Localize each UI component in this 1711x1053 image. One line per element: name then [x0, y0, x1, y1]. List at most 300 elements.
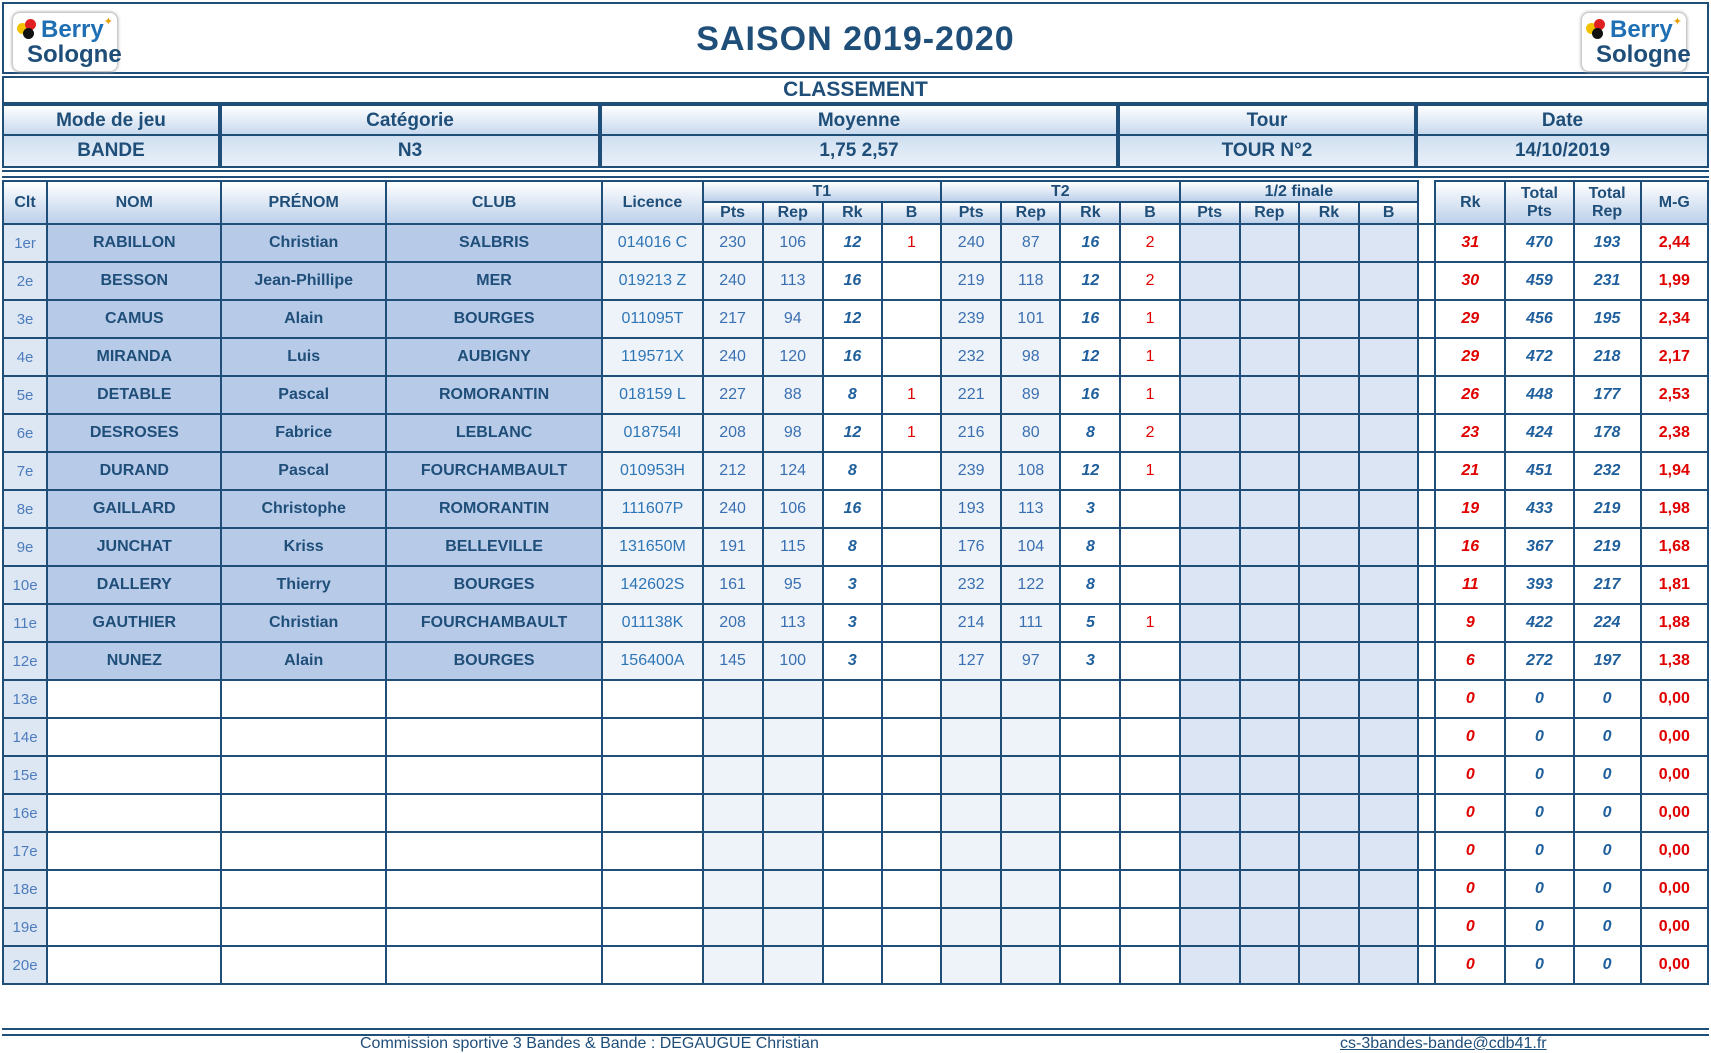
t2-b — [1120, 908, 1179, 946]
t1-b — [882, 680, 941, 718]
player-club: ROMORANTIN — [386, 490, 602, 528]
semi-cell — [1299, 300, 1359, 338]
semi-cell — [1359, 718, 1418, 756]
table-row — [3, 414, 1708, 452]
t1-rep: 113 — [763, 604, 823, 642]
col-semi-pts: Pts — [1180, 202, 1240, 224]
t2-rk: 12 — [1060, 452, 1120, 490]
col-prenom: PRÉNOM — [221, 181, 385, 224]
total-pts: 424 — [1505, 414, 1573, 452]
player-club — [386, 718, 602, 756]
logo-word-berry: Berry — [1610, 16, 1673, 43]
col-semi-b: B — [1359, 202, 1418, 224]
t1-rep: 106 — [763, 490, 823, 528]
t2-rk — [1060, 718, 1120, 756]
t1-rk: 16 — [823, 338, 882, 376]
t2-b — [1120, 718, 1179, 756]
col-t1-b: B — [882, 202, 941, 224]
player-firstname — [221, 756, 385, 794]
rank-cell: 1er — [3, 224, 47, 262]
semi-cell — [1299, 338, 1359, 376]
star-icon: ✦ — [103, 16, 113, 28]
player-licence: 131650M — [602, 528, 702, 566]
player-firstname: Thierry — [221, 566, 385, 604]
semi-cell — [1299, 794, 1359, 832]
total-pts: 433 — [1505, 490, 1573, 528]
t1-b: 1 — [882, 376, 941, 414]
total-rep: 0 — [1574, 832, 1641, 870]
player-lastname: NUNEZ — [47, 642, 221, 680]
table-row — [3, 604, 1708, 642]
t2-b: 1 — [1120, 452, 1179, 490]
semi-cell — [1240, 908, 1299, 946]
semi-cell — [1299, 718, 1359, 756]
t2-rep: 80 — [1001, 414, 1060, 452]
total-pts: 456 — [1505, 300, 1573, 338]
table-row — [3, 262, 1708, 300]
player-club: MER — [386, 262, 602, 300]
total-pts: 0 — [1505, 680, 1573, 718]
total-pts: 367 — [1505, 528, 1573, 566]
semi-cell — [1359, 794, 1418, 832]
total-pts: 459 — [1505, 262, 1573, 300]
player-firstname — [221, 946, 385, 984]
semi-cell — [1359, 528, 1418, 566]
t1-rk: 12 — [823, 224, 882, 262]
general-average: 1,94 — [1641, 452, 1708, 490]
t1-rep — [763, 946, 823, 984]
player-firstname: Pascal — [221, 376, 385, 414]
total-rep: 232 — [1574, 452, 1641, 490]
t1-b — [882, 832, 941, 870]
semi-cell — [1180, 452, 1240, 490]
t1-pts: 191 — [703, 528, 763, 566]
semi-cell — [1359, 262, 1418, 300]
table-row — [3, 946, 1708, 984]
table-row — [3, 756, 1708, 794]
t2-pts: 232 — [941, 338, 1001, 376]
t2-rep — [1001, 908, 1060, 946]
gap — [1418, 870, 1435, 908]
player-licence — [602, 870, 702, 908]
col-group-t1: T1 — [703, 181, 942, 202]
total-pts: 0 — [1505, 832, 1573, 870]
semi-cell — [1359, 300, 1418, 338]
table-row — [3, 452, 1708, 490]
semi-cell — [1240, 528, 1299, 566]
info-label-round: Tour — [1118, 104, 1416, 136]
t2-rk: 3 — [1060, 490, 1120, 528]
table-row — [3, 338, 1708, 376]
semi-cell — [1180, 680, 1240, 718]
t2-b: 1 — [1120, 300, 1179, 338]
t1-pts — [703, 832, 763, 870]
col-group-semi: 1/2 finale — [1180, 181, 1419, 202]
t1-rk — [823, 908, 882, 946]
player-firstname — [221, 908, 385, 946]
t1-rk — [823, 946, 882, 984]
total-rank: 30 — [1435, 262, 1505, 300]
t2-pts: 214 — [941, 604, 1001, 642]
t1-b — [882, 262, 941, 300]
info-value-round: TOUR N°2 — [1118, 136, 1416, 168]
gap — [1418, 832, 1435, 870]
t2-rk — [1060, 832, 1120, 870]
logo-word-berry: Berry — [41, 16, 104, 43]
semi-cell — [1240, 300, 1299, 338]
gap — [1418, 338, 1435, 376]
semi-cell — [1240, 414, 1299, 452]
gap — [1418, 946, 1435, 984]
player-lastname: GAILLARD — [47, 490, 221, 528]
t1-rk: 16 — [823, 262, 882, 300]
semi-cell — [1180, 528, 1240, 566]
player-lastname — [47, 832, 221, 870]
player-lastname: BESSON — [47, 262, 221, 300]
total-rep: 177 — [1574, 376, 1641, 414]
footer-commission: Commission sportive 3 Bandes & Bande : DEGAUGUE Christian — [360, 1035, 819, 1052]
t1-b — [882, 338, 941, 376]
t1-rk — [823, 718, 882, 756]
general-average: 0,00 — [1641, 680, 1708, 718]
table-row — [3, 528, 1708, 566]
t1-pts — [703, 680, 763, 718]
semi-cell — [1359, 642, 1418, 680]
t1-b — [882, 452, 941, 490]
t2-rep: 108 — [1001, 452, 1060, 490]
semi-cell — [1180, 794, 1240, 832]
total-rank: 6 — [1435, 642, 1505, 680]
t2-rk: 16 — [1060, 300, 1120, 338]
col-mg: M-G — [1641, 181, 1708, 224]
total-rep: 0 — [1574, 718, 1641, 756]
table-row — [3, 908, 1708, 946]
semi-cell — [1180, 490, 1240, 528]
header — [2, 2, 1709, 74]
t2-b — [1120, 528, 1179, 566]
billiard-balls-icon — [1586, 19, 1608, 41]
t1-b — [882, 642, 941, 680]
player-licence: 142602S — [602, 566, 702, 604]
total-rep: 219 — [1574, 490, 1641, 528]
player-firstname: Fabrice — [221, 414, 385, 452]
sheet — [2, 2, 1709, 1050]
t1-pts — [703, 718, 763, 756]
gap — [1418, 528, 1435, 566]
total-rep: 178 — [1574, 414, 1641, 452]
t2-rep: 104 — [1001, 528, 1060, 566]
t1-pts: 217 — [703, 300, 763, 338]
semi-cell — [1299, 414, 1359, 452]
t2-b — [1120, 946, 1179, 984]
t2-rk: 8 — [1060, 566, 1120, 604]
player-lastname: DESROSES — [47, 414, 221, 452]
total-rank: 9 — [1435, 604, 1505, 642]
total-pts: 0 — [1505, 718, 1573, 756]
general-average: 2,38 — [1641, 414, 1708, 452]
t2-rep — [1001, 680, 1060, 718]
t1-rep — [763, 718, 823, 756]
table-row — [3, 566, 1708, 604]
total-pts: 451 — [1505, 452, 1573, 490]
col-clt: Clt — [3, 181, 47, 224]
t1-rep: 115 — [763, 528, 823, 566]
semi-cell — [1240, 870, 1299, 908]
t1-rk: 3 — [823, 566, 882, 604]
logo-word-sologne: Sologne — [1596, 41, 1691, 68]
table-row — [3, 794, 1708, 832]
star-icon: ✦ — [1672, 16, 1682, 28]
total-rep: 0 — [1574, 756, 1641, 794]
player-licence — [602, 946, 702, 984]
t1-rep: 95 — [763, 566, 823, 604]
player-lastname — [47, 794, 221, 832]
total-rank: 16 — [1435, 528, 1505, 566]
player-licence — [602, 908, 702, 946]
t2-b — [1120, 794, 1179, 832]
general-average: 0,00 — [1641, 946, 1708, 984]
t2-pts: 232 — [941, 566, 1001, 604]
general-average: 2,17 — [1641, 338, 1708, 376]
player-licence — [602, 794, 702, 832]
table-row — [3, 376, 1708, 414]
general-average: 1,99 — [1641, 262, 1708, 300]
semi-cell — [1240, 452, 1299, 490]
col-t1-rep: Rep — [763, 202, 823, 224]
semi-cell — [1240, 262, 1299, 300]
semi-cell — [1240, 376, 1299, 414]
semi-cell — [1240, 642, 1299, 680]
total-rank: 26 — [1435, 376, 1505, 414]
player-club: BOURGES — [386, 300, 602, 338]
t1-b — [882, 870, 941, 908]
semi-cell — [1180, 604, 1240, 642]
t2-rk — [1060, 908, 1120, 946]
info-value-category: N3 — [220, 136, 600, 168]
semi-cell — [1299, 528, 1359, 566]
player-firstname — [221, 794, 385, 832]
t2-rk: 12 — [1060, 338, 1120, 376]
player-club: BOURGES — [386, 566, 602, 604]
semi-cell — [1299, 642, 1359, 680]
section-title: CLASSEMENT — [2, 76, 1709, 104]
general-average: 0,00 — [1641, 870, 1708, 908]
table-row — [3, 832, 1708, 870]
player-lastname: JUNCHAT — [47, 528, 221, 566]
t1-rep: 120 — [763, 338, 823, 376]
t1-pts — [703, 794, 763, 832]
semi-cell — [1180, 338, 1240, 376]
total-rep: 193 — [1574, 224, 1641, 262]
player-club — [386, 756, 602, 794]
table-row — [3, 300, 1708, 338]
rank-cell: 19e — [3, 908, 47, 946]
t2-rep: 97 — [1001, 642, 1060, 680]
rank-cell: 5e — [3, 376, 47, 414]
gap — [1418, 262, 1435, 300]
player-lastname: CAMUS — [47, 300, 221, 338]
rank-cell: 2e — [3, 262, 47, 300]
player-lastname: GAUTHIER — [47, 604, 221, 642]
player-firstname: Luis — [221, 338, 385, 376]
semi-cell — [1299, 490, 1359, 528]
t2-rep — [1001, 946, 1060, 984]
player-licence — [602, 680, 702, 718]
col-total-rep: Total Rep — [1574, 181, 1641, 224]
total-rank: 29 — [1435, 300, 1505, 338]
player-licence — [602, 832, 702, 870]
semi-cell — [1359, 680, 1418, 718]
t2-b — [1120, 566, 1179, 604]
semi-cell — [1359, 490, 1418, 528]
rank-cell: 6e — [3, 414, 47, 452]
semi-cell — [1299, 604, 1359, 642]
rank-cell: 14e — [3, 718, 47, 756]
table-row — [3, 680, 1708, 718]
t1-rk: 12 — [823, 414, 882, 452]
player-firstname: Pascal — [221, 452, 385, 490]
semi-cell — [1240, 224, 1299, 262]
semi-cell — [1180, 832, 1240, 870]
info-value-average: 1,75 2,57 — [600, 136, 1118, 168]
player-lastname — [47, 756, 221, 794]
total-pts: 472 — [1505, 338, 1573, 376]
footer-email-link[interactable]: cs-3bandes-bande@cdb41.fr — [1340, 1035, 1547, 1052]
col-t1-rk: Rk — [823, 202, 882, 224]
berry-sologne-logo-right — [1581, 12, 1691, 72]
semi-cell — [1240, 756, 1299, 794]
total-rep: 217 — [1574, 566, 1641, 604]
player-firstname: Christian — [221, 224, 385, 262]
semi-cell — [1240, 832, 1299, 870]
col-t1-pts: Pts — [703, 202, 763, 224]
t1-pts: 208 — [703, 604, 763, 642]
player-club: LEBLANC — [386, 414, 602, 452]
semi-cell — [1240, 566, 1299, 604]
semi-cell — [1180, 566, 1240, 604]
total-rank: 0 — [1435, 946, 1505, 984]
t2-b — [1120, 756, 1179, 794]
t1-rk: 8 — [823, 452, 882, 490]
player-lastname: DETABLE — [47, 376, 221, 414]
semi-cell — [1359, 224, 1418, 262]
player-club: SALBRIS — [386, 224, 602, 262]
total-rep: 197 — [1574, 642, 1641, 680]
player-licence: 014016 C — [602, 224, 702, 262]
t2-rep: 87 — [1001, 224, 1060, 262]
player-lastname — [47, 870, 221, 908]
t1-pts — [703, 870, 763, 908]
t1-rk: 8 — [823, 528, 882, 566]
logo-word-sologne: Sologne — [27, 41, 122, 68]
total-rank: 29 — [1435, 338, 1505, 376]
semi-cell — [1299, 224, 1359, 262]
player-firstname — [221, 718, 385, 756]
total-pts: 393 — [1505, 566, 1573, 604]
gap — [1418, 794, 1435, 832]
semi-cell — [1359, 376, 1418, 414]
total-rep: 0 — [1574, 680, 1641, 718]
general-average: 1,98 — [1641, 490, 1708, 528]
semi-cell — [1180, 300, 1240, 338]
table-row — [3, 718, 1708, 756]
player-firstname — [221, 680, 385, 718]
t2-rep: 111 — [1001, 604, 1060, 642]
info-value-date: 14/10/2019 — [1416, 136, 1709, 168]
rank-cell: 18e — [3, 870, 47, 908]
rank-cell: 3e — [3, 300, 47, 338]
player-club — [386, 794, 602, 832]
col-total-pts: Total Pts — [1505, 181, 1573, 224]
t1-b — [882, 946, 941, 984]
player-firstname — [221, 832, 385, 870]
separator — [2, 170, 1709, 178]
t2-pts: 127 — [941, 642, 1001, 680]
total-rank: 0 — [1435, 794, 1505, 832]
semi-cell — [1359, 946, 1418, 984]
player-lastname — [47, 680, 221, 718]
t1-b — [882, 794, 941, 832]
table-row — [3, 490, 1708, 528]
gap — [1418, 604, 1435, 642]
t2-pts — [941, 946, 1001, 984]
player-club: FOURCHAMBAULT — [386, 604, 602, 642]
general-average: 0,00 — [1641, 908, 1708, 946]
player-club — [386, 832, 602, 870]
t2-pts — [941, 718, 1001, 756]
player-club — [386, 870, 602, 908]
gap — [1418, 414, 1435, 452]
gap — [1418, 718, 1435, 756]
semi-cell — [1180, 376, 1240, 414]
total-rep: 0 — [1574, 870, 1641, 908]
semi-cell — [1240, 490, 1299, 528]
semi-cell — [1240, 604, 1299, 642]
t2-rep: 101 — [1001, 300, 1060, 338]
semi-cell — [1299, 566, 1359, 604]
t2-rk — [1060, 946, 1120, 984]
semi-cell — [1180, 262, 1240, 300]
t1-rep: 113 — [763, 262, 823, 300]
player-licence: 011138K — [602, 604, 702, 642]
rank-cell: 15e — [3, 756, 47, 794]
t2-b — [1120, 680, 1179, 718]
t1-b — [882, 490, 941, 528]
t2-b: 2 — [1120, 414, 1179, 452]
competition-info — [2, 104, 1709, 168]
semi-cell — [1180, 414, 1240, 452]
t1-rep — [763, 680, 823, 718]
t1-rep — [763, 908, 823, 946]
rank-cell: 8e — [3, 490, 47, 528]
total-rep: 0 — [1574, 794, 1641, 832]
col-club: CLUB — [386, 181, 602, 224]
t2-pts — [941, 832, 1001, 870]
total-rank: 31 — [1435, 224, 1505, 262]
player-licence: 018754I — [602, 414, 702, 452]
col-nom: NOM — [47, 181, 221, 224]
col-semi-rep: Rep — [1240, 202, 1299, 224]
player-firstname: Christian — [221, 604, 385, 642]
semi-cell — [1180, 870, 1240, 908]
gap — [1418, 490, 1435, 528]
total-rank: 0 — [1435, 756, 1505, 794]
t1-rep: 106 — [763, 224, 823, 262]
info-label-date: Date — [1416, 104, 1709, 136]
t2-rk: 16 — [1060, 376, 1120, 414]
semi-cell — [1359, 604, 1418, 642]
total-rep: 218 — [1574, 338, 1641, 376]
